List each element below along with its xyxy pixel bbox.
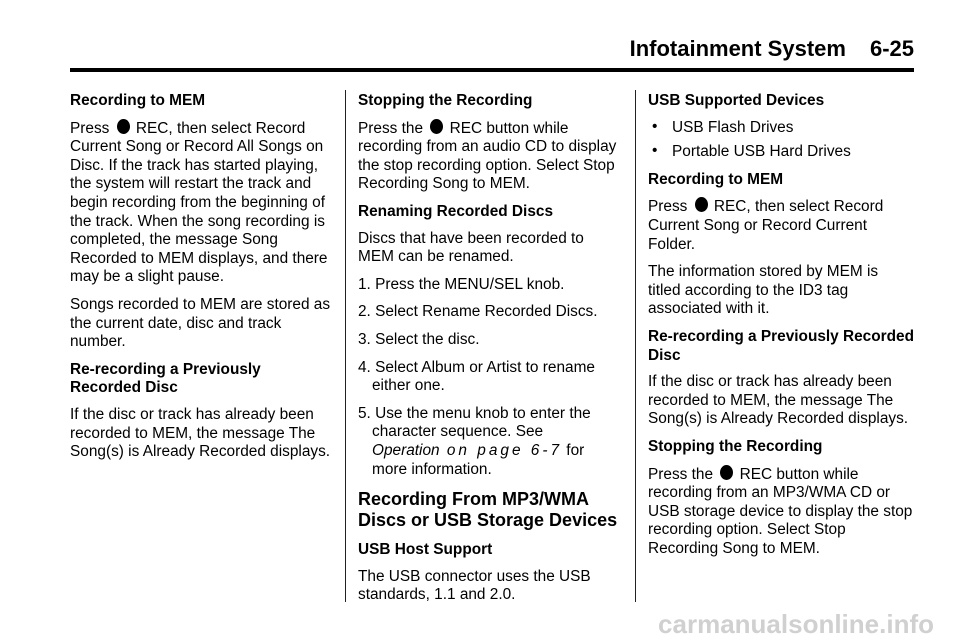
paragraph: Press the REC button while recording from an audio CD to display the stop recording option. Select Stop Recording Song to MEM.: [358, 119, 617, 193]
bullet-list: [648, 119, 914, 162]
subheading: USB Supported Devices: [648, 92, 825, 109]
column-divider: [635, 90, 636, 602]
record-button-icon: [117, 119, 130, 134]
list-item: 1. Press the MENU/SEL knob.: [358, 275, 565, 293]
watermark: carmanualsonline.info: [658, 609, 934, 639]
list-item: 2. Select Rename Recorded Discs.: [358, 303, 598, 321]
bullet-icon: •: [652, 142, 658, 160]
subheading: Re-recording a Previously Recorded Disc: [648, 327, 914, 364]
subheading: Re-recording a Previously Recorded Disc: [70, 360, 261, 397]
record-button-icon: [695, 197, 708, 212]
record-button-icon: [720, 465, 733, 480]
record-button-icon: [430, 119, 443, 134]
column-2: [358, 92, 622, 614]
list-item: 4. Select Album or Artist to rename either one.: [358, 358, 595, 395]
subheading: Renaming Recorded Discs: [358, 202, 554, 220]
column-1: [70, 92, 332, 471]
subheading: Stopping the Recording: [648, 437, 823, 455]
paragraph: The information stored by MEM is titled according to the ID3 tag associated with it.: [648, 263, 879, 318]
list-item: • USB Flash Drives: [652, 117, 794, 136]
subheading: Stopping the Recording: [358, 92, 533, 109]
subheading: Recording to MEM: [70, 92, 206, 109]
page-header: [630, 36, 914, 62]
paragraph: The USB connector uses the USB standards, 1.1 and 2.0.: [358, 567, 591, 604]
paragraph: Discs that have been recorded to MEM can be renamed.: [358, 229, 584, 266]
column-3: [648, 92, 914, 567]
list-item: • Portable USB Hard Drives: [652, 142, 851, 161]
section-heading: Recording From MP3/WMA Discs or USB Storage Devices: [358, 489, 618, 531]
steps-list: [358, 276, 622, 479]
header-rule: [70, 68, 914, 72]
paragraph: If the disc or track has already been recorded to MEM, the message The Song(s) is Already Recorded displays.: [648, 373, 909, 428]
column-divider: [345, 90, 346, 602]
list-item: 3. Select the disc.: [358, 330, 480, 348]
list-item: 5. Use the menu knob to enter the character sequence. See Operation on page 6-7 for more information.: [358, 404, 591, 478]
paragraph: Press REC, then select Record Current Song or Record Current Folder.: [648, 198, 884, 253]
paragraph: Press REC, then select Record Current Song or Record All Songs on Disc. If the track has started playing, the system will restart the track and begin recording from the beginning of the track. When the song recording is completed, the message Song Recorded to MEM displays, and there may be a slight pause.: [70, 119, 328, 286]
subheading: USB Host Support: [358, 541, 493, 559]
paragraph: Press the REC button while recording from an MP3/WMA CD or USB storage device to display the stop recording option. Select Stop Recording Song to MEM.: [648, 465, 913, 557]
cross-reference-link[interactable]: Operation on page 6-7: [372, 441, 563, 459]
paragraph: Songs recorded to MEM are stored as the current date, disc and track number.: [70, 295, 331, 351]
subheading: Recording to MEM: [648, 170, 784, 188]
section-title: Infotainment System: [629, 36, 846, 61]
page-number: 6-25: [869, 36, 914, 61]
paragraph: If the disc or track has already been recorded to MEM, the message The Song(s) is Already Recorded displays.: [70, 405, 331, 461]
bullet-icon: •: [652, 117, 658, 135]
